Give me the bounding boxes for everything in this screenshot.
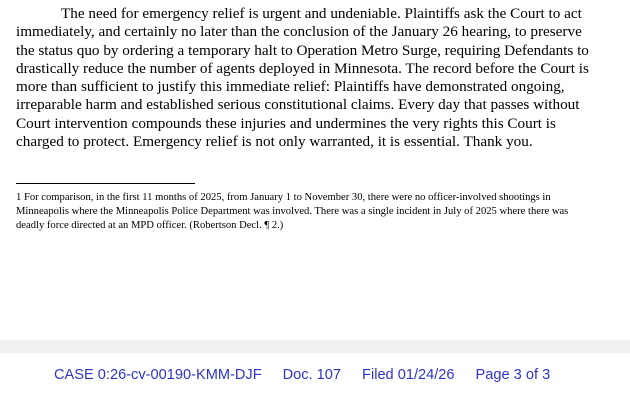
footnote-separator (16, 183, 195, 184)
stamp-line (54, 367, 550, 383)
stamp-filed-date: Filed 01/24/26 (362, 367, 455, 383)
stamp-case-number: CASE 0:26-cv-00190-KMM-DJF (54, 367, 262, 383)
page-gap (0, 340, 630, 353)
stamp-page-count: Page 3 of 3 (475, 367, 551, 383)
footnote-1: 1 For comparison, in the first 11 months of 2025, from January 1 to November 30, there were no officer-involved shootings in Minneapolis where the Minneapolis Police Department was involved. There was a single incident in July of 2025 where there was deadly force directed at an MPD officer. (Robertson Decl. ¶ 2.) (16, 192, 569, 232)
body-paragraph: The need for emergency relief is urgent and undeniable. Plaintiffs ask the Court to act immediately, and certainly no later than the conclusion of the January 26 hearing, to preserve the status quo by ordering a temporary halt to Operation Metro Surge, requiring Defendants to drastically reduce the number of agents deployed in Minnesota. The record before the Court is more than sufficient to justify this immediate relief: Plaintiffs have demonstrated ongoing, irreparable harm and established serious constitutional claims. Every day that passes without Court intervention compounds these injuries and undermines the very rights this Court is charged to protect. Emergency relief is not only warranted, it is essential. Thank you. (16, 5, 589, 151)
stamp-doc-number: Doc. 107 (282, 367, 342, 383)
court-filing-stamp (0, 353, 630, 409)
